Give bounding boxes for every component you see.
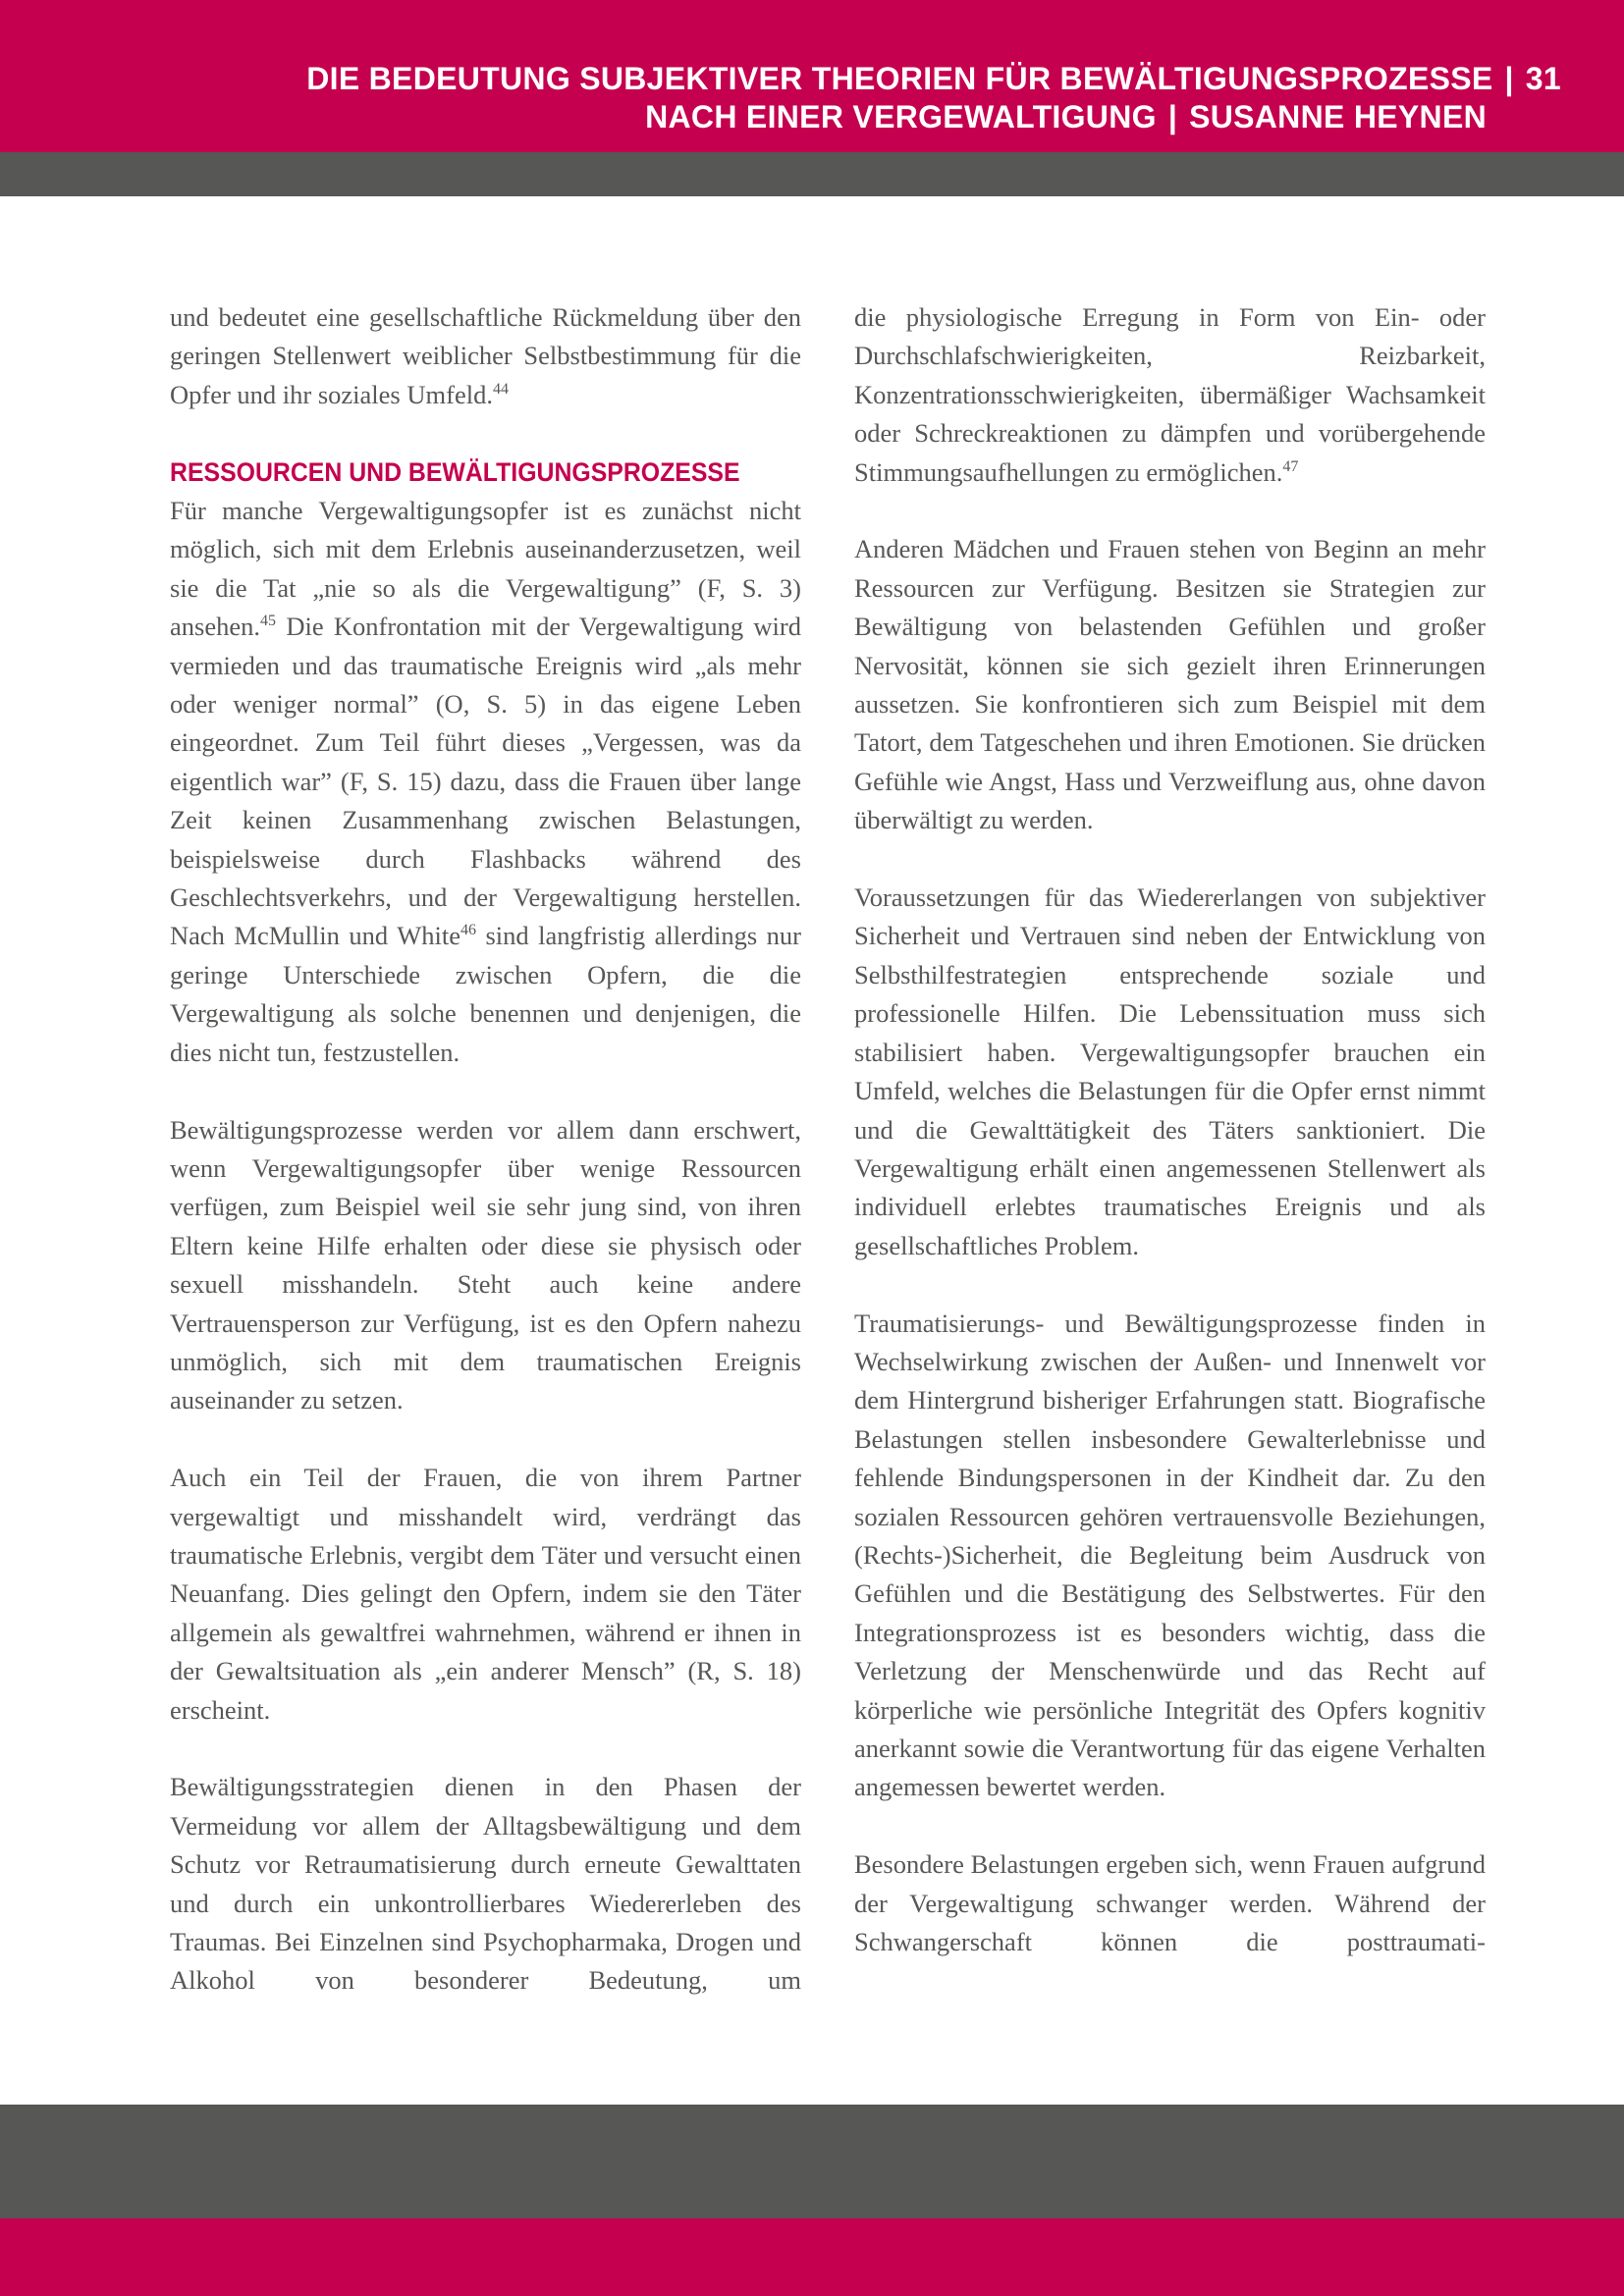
paragraph: Bewältigungsstrategien dienen in den Phasen der Vermeidung vor allem der Alltagsbewältigung und dem Schutz vor Retraumatisierung durch erneute Gewalttaten und durch ein unkontrollierbares Wiedererleben des Traumas. Bei Einzelnen sind Psychopharmaka, Drogen und Alkohol von besonderer Bedeutung, um (170, 1772, 801, 1996)
right-column (854, 298, 1486, 1961)
running-head-line-2 (645, 97, 1487, 136)
running-head-author: SUSANNE HEYNEN (1189, 99, 1487, 134)
paragraph: Traumatisierungs- und Bewältigungsprozesse finden in Wechselwirkung zwischen der Außen- und Innenwelt vor dem Hintergrund bisheriger Erfahrungen statt. Biografische Belastungen stellen insbesondere Gewalterlebnisse und fehlende Bindungspersonen in der Kindheit dar. Zu den sozialen Ressourcen gehören vertrauensvolle Beziehungen, (Rechts-)Sicherheit, die Begleitung beim Ausdruck von Gefühlen und die Bestätigung des Selbstwertes. Für den Integrationsprozess ist es besonders wichtig, dass die Verletzung der Menschenwürde und das Recht auf körperliche wie persönliche Integrität des Opfers kognitiv anerkannt sowie die Verantwortung für das eigene Verhalten angemessen bewertet werden. (854, 1308, 1486, 1802)
running-head-line-1 (306, 59, 1561, 98)
paragraph: Für manche Vergewaltigungsopfer ist es zunächst nicht möglich, sich mit dem Erlebnis auseinanderzusetzen, weil sie die Tat „nie so als die Vergewaltigung” (F, S. 3) ansehen.$^{45}$ Die Konfrontation mit der Vergewaltigung wird vermieden und das traumatische Ereignis wird „als mehr oder weniger normal” (O, S. 5) in das eigene Leben eingeordnet. Zum Teil führt dieses „Vergessen, was da eigentlich war” (F, S. 15) dazu, dass die Frauen über lange Zeit keinen Zusammenhang zwischen Belastungen, beispielsweise durch Flashbacks während des Geschlechtsverkehrs, und der Vergewaltigung herstellen. Nach McMullin und White$^{46}$ sind langfristig allerdings nur geringe Unterschiede zwischen Opfern, die die Vergewaltigung als solche benennen und denjenigen, die dies nicht tun, festzustellen. (170, 496, 801, 1067)
footnote-marker: 44 (492, 380, 509, 398)
footnote-marker: 45 (259, 613, 276, 630)
paragraph: die physiologische Erregung in Form von Ein- oder Durchschlafschwierigkeiten, Reizbarkeit, Konzentrationsschwierigkeiten, übermäßiger Wachsamkeit oder Schreckreaktionen zu dämpfen und vorübergehende Stimmungsaufhellungen zu ermöglichen.$^{47}$ (854, 302, 1486, 487)
running-head-title-2: NACH EINER VERGEWALTIGUNG (645, 99, 1157, 134)
section-heading: RESSOURCEN UND BEWÄLTIGUNGSPROZESSE (170, 456, 740, 487)
running-head-separator-2: | (1167, 99, 1178, 134)
paragraph: Anderen Mädchen und Frauen stehen von Beginn an mehr Ressourcen zur Verfügung. Besitzen sie Strategien zur Bewältigung von belastenden Gefühlen und großer Nervosität, können sie sich gezielt ihren Erinnerungen aussetzen. Sie konfrontieren sich zum Beispiel mit dem Tatort, dem Tatgeschehen und ihren Emotionen. Sie drücken Gefühle wie Angst, Hass und Verzweiflung aus, ohne davon überwältigt zu werden. (854, 534, 1486, 835)
running-head-separator: | (1504, 61, 1514, 96)
page-number: 31 (1525, 61, 1561, 96)
paragraph: und bedeutet eine gesellschaftliche Rückmeldung über den geringen Stellenwert weiblicher Selbstbestimmung für die Opfer und ihr soziales Umfeld.$^{44}$ (170, 302, 801, 409)
running-head-title-1: DIE BEDEUTUNG SUBJEKTIVER THEORIEN FÜR BEWÄLTIGUNGSPROZESSE (306, 61, 1493, 96)
footnote-marker: 46 (460, 922, 476, 939)
left-column (170, 298, 801, 2001)
paragraph: Auch ein Teil der Frauen, die von ihrem Partner vergewaltigt und misshandelt wird, verdrängt das traumatische Erlebnis, vergibt dem Täter und versucht einen Neuanfang. Dies gelingt den Opfern, indem sie den Täter allgemein als gewaltfrei wahrnehmen, während er ihnen in der Gewaltsituation als „ein anderer Mensch” (R, S. 18) erscheint. (170, 1463, 801, 1725)
paragraph: Voraussetzungen für das Wiedererlangen von subjektiver Sicherheit und Vertrauen sind neben der Entwicklung von Selbsthilfestrategien entsprechende soziale und professionelle Hilfen. Die Lebenssituation muss sich stabilisiert haben. Vergewaltigungsopfer brauchen ein Umfeld, welches die Belastungen für die Opfer ernst nimmt und die Gewalttätigkeit des Täters sanktioniert. Die Vergewaltigung erhält einen angemessenen Stellenwert als individuell erlebtes traumatisches Ereignis und als gesellschaftliches Problem. (854, 882, 1486, 1260)
footer-band (0, 2218, 1624, 2296)
footer-gray-bar (0, 2105, 1624, 2218)
header-gray-bar (0, 152, 1624, 196)
paragraph: Besondere Belastungen ergeben sich, wenn Frauen aufgrund der Vergewaltigung schwanger werden. Während der Schwangerschaft können die posttraumati- (854, 1849, 1486, 1956)
paragraph: Bewältigungsprozesse werden vor allem dann erschwert, wenn Vergewaltigungsopfer über wenige Ressourcen verfügen, zum Beispiel weil sie sehr jung sind, von ihren Eltern keine Hilfe erhalten oder diese sie physisch oder sexuell misshandeln. Steht auch keine andere Vertrauensperson zur Verfügung, ist es den Opfern nahezu unmöglich, sich mit dem traumatischen Ereignis auseinander zu setzen. (170, 1114, 801, 1415)
footnote-marker: 47 (1282, 457, 1299, 475)
